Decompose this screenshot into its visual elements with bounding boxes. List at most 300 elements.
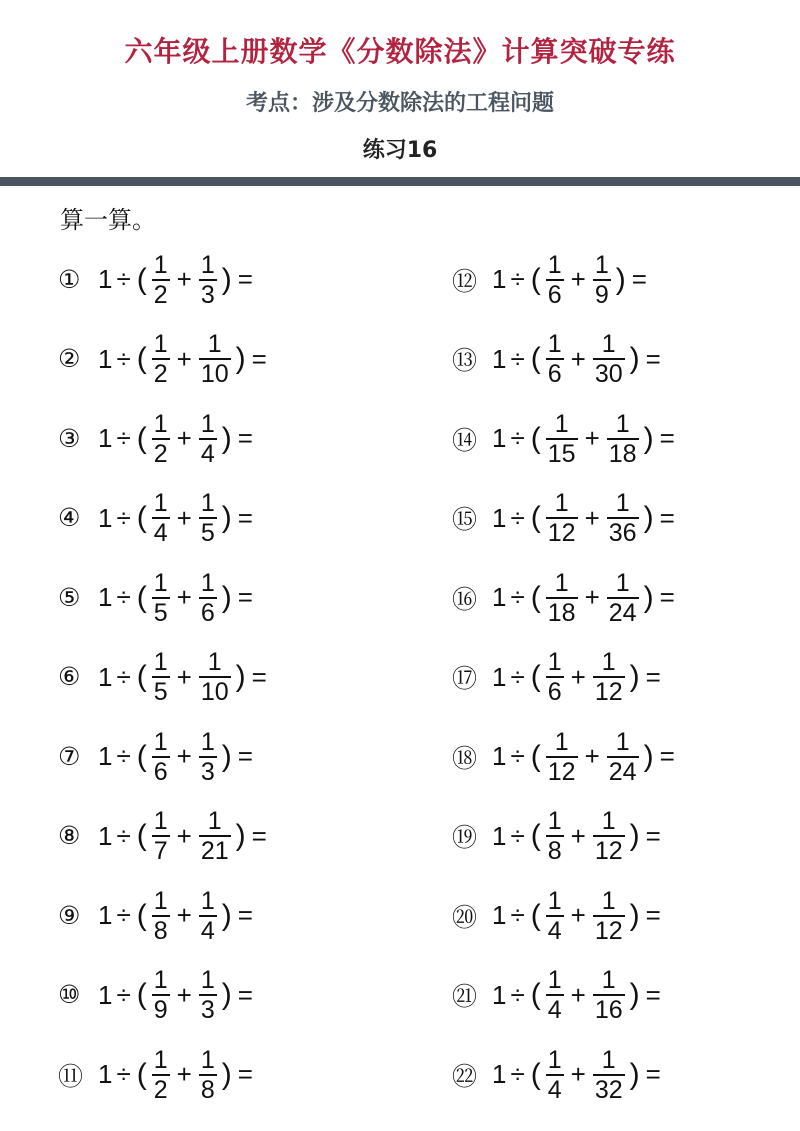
problem-number: ① xyxy=(58,265,81,294)
denominator: 2 xyxy=(153,439,168,468)
numerator: 1 xyxy=(554,727,569,756)
fraction-second xyxy=(199,888,217,945)
left-paren: ( xyxy=(136,660,147,694)
denominator: 4 xyxy=(200,439,215,468)
divide-sign: ÷ xyxy=(116,423,131,454)
denominator: 7 xyxy=(153,837,168,866)
dividend: 1 xyxy=(98,741,113,772)
denominator: 8 xyxy=(200,1075,215,1104)
fraction-first xyxy=(152,490,170,547)
fraction-second xyxy=(199,967,217,1024)
numerator: 1 xyxy=(200,489,215,517)
denominator: 2 xyxy=(153,1075,168,1104)
fraction-second xyxy=(607,411,639,468)
problem-number: ③ xyxy=(58,424,81,453)
denominator: 18 xyxy=(608,439,637,468)
numerator: 1 xyxy=(601,966,616,994)
numerator: 1 xyxy=(547,807,562,835)
left-paren: ( xyxy=(530,898,541,932)
fraction-second xyxy=(199,331,231,388)
plus-sign: + xyxy=(570,343,586,374)
left-paren: ( xyxy=(530,1057,541,1091)
header-divider xyxy=(0,177,800,186)
divide-sign: ÷ xyxy=(116,661,131,692)
numerator: 1 xyxy=(153,409,168,438)
problem-item xyxy=(452,320,679,400)
denominator: 12 xyxy=(547,757,576,786)
right-paren: ) xyxy=(629,819,640,853)
dividend: 1 xyxy=(98,661,113,692)
problem-number: ⑲ xyxy=(452,824,478,853)
plus-sign: + xyxy=(176,502,192,533)
dividend: 1 xyxy=(492,423,507,454)
problem-item xyxy=(58,876,271,956)
problem-column-right xyxy=(452,240,679,1115)
numerator: 1 xyxy=(207,807,222,835)
plus-sign: + xyxy=(176,343,192,374)
equals-sign: = xyxy=(659,502,675,533)
problem-number: ⑧ xyxy=(58,822,81,851)
numerator: 1 xyxy=(200,568,215,597)
problem-item xyxy=(452,956,679,1036)
dividend: 1 xyxy=(492,1059,507,1090)
denominator: 8 xyxy=(153,916,168,945)
right-paren: ) xyxy=(643,739,654,773)
divide-sign: ÷ xyxy=(510,343,525,374)
denominator: 4 xyxy=(153,519,168,548)
problem-number: ⑥ xyxy=(58,663,81,692)
problem-number: ⑱ xyxy=(452,744,478,773)
denominator: 30 xyxy=(594,360,623,389)
left-paren: ( xyxy=(530,580,541,614)
problem-number: ⑬ xyxy=(452,347,478,376)
divide-sign: ÷ xyxy=(510,661,525,692)
right-paren: ) xyxy=(629,978,640,1012)
problem-number: ④ xyxy=(58,504,81,533)
left-paren: ( xyxy=(136,421,147,455)
plus-sign: + xyxy=(176,1059,192,1090)
left-paren: ( xyxy=(136,819,147,853)
dividend: 1 xyxy=(98,979,113,1010)
dividend: 1 xyxy=(98,423,113,454)
denominator: 10 xyxy=(200,678,229,707)
right-paren: ) xyxy=(235,819,246,853)
divide-sign: ÷ xyxy=(510,979,525,1010)
right-paren: ) xyxy=(221,421,232,455)
fraction-first xyxy=(546,331,564,388)
left-paren: ( xyxy=(530,262,541,296)
numerator: 1 xyxy=(153,330,168,358)
fraction-second xyxy=(199,1047,217,1104)
equals-sign: = xyxy=(237,979,253,1010)
denominator: 10 xyxy=(200,360,229,389)
divide-sign: ÷ xyxy=(116,264,131,295)
plus-sign: + xyxy=(570,264,586,295)
problem-item xyxy=(58,320,271,400)
dividend: 1 xyxy=(98,264,113,295)
problem-item xyxy=(452,638,679,718)
problem-number: ⑳ xyxy=(452,903,478,932)
right-paren: ) xyxy=(629,660,640,694)
denominator: 4 xyxy=(547,916,562,945)
right-paren: ) xyxy=(221,898,232,932)
numerator: 1 xyxy=(153,568,168,597)
numerator: 1 xyxy=(200,966,215,994)
numerator: 1 xyxy=(207,330,222,358)
problem-number: ㉑ xyxy=(452,983,478,1012)
left-paren: ( xyxy=(530,501,541,535)
numerator: 1 xyxy=(547,330,562,358)
equals-sign: = xyxy=(251,661,267,692)
practice-number: 练习16 xyxy=(362,138,438,163)
numerator: 1 xyxy=(153,489,168,517)
numerator: 1 xyxy=(200,886,215,915)
denominator: 2 xyxy=(153,360,168,389)
divide-sign: ÷ xyxy=(116,900,131,931)
divide-sign: ÷ xyxy=(510,1059,525,1090)
equals-sign: = xyxy=(645,820,661,851)
problem-number: ⑤ xyxy=(58,583,81,612)
left-paren: ( xyxy=(530,342,541,376)
equals-sign: = xyxy=(237,582,253,613)
problem-number: ② xyxy=(58,345,81,374)
fraction-first xyxy=(546,967,564,1024)
right-paren: ) xyxy=(221,580,232,614)
problem-item xyxy=(58,479,271,559)
fraction-second xyxy=(593,967,625,1024)
numerator: 1 xyxy=(153,250,168,279)
divide-sign: ÷ xyxy=(510,264,525,295)
denominator: 16 xyxy=(594,996,623,1025)
numerator: 1 xyxy=(153,886,168,915)
equals-sign: = xyxy=(645,343,661,374)
fraction-second xyxy=(593,252,611,309)
problem-number: ⑨ xyxy=(58,901,81,930)
left-paren: ( xyxy=(530,978,541,1012)
equals-sign: = xyxy=(645,979,661,1010)
numerator: 1 xyxy=(615,727,630,756)
problem-item xyxy=(58,558,271,638)
left-paren: ( xyxy=(136,580,147,614)
numerator: 1 xyxy=(200,1045,215,1074)
dividend: 1 xyxy=(492,900,507,931)
fraction-second xyxy=(199,252,217,309)
fraction-first xyxy=(152,411,170,468)
problem-item xyxy=(58,638,271,718)
divide-sign: ÷ xyxy=(116,502,131,533)
problem-number: ⑮ xyxy=(452,506,478,535)
problem-item xyxy=(452,240,679,320)
problem-number: ⑰ xyxy=(452,665,478,694)
fraction-first xyxy=(546,570,578,627)
divide-sign: ÷ xyxy=(510,423,525,454)
numerator: 1 xyxy=(207,648,222,676)
fraction-second xyxy=(199,649,231,706)
numerator: 1 xyxy=(153,727,168,756)
problem-column-left xyxy=(58,240,271,1115)
divide-sign: ÷ xyxy=(510,741,525,772)
dividend: 1 xyxy=(492,502,507,533)
problem-item xyxy=(58,240,271,320)
numerator: 1 xyxy=(601,648,616,676)
problem-item xyxy=(452,1035,679,1115)
denominator: 6 xyxy=(547,678,562,707)
denominator: 6 xyxy=(547,360,562,389)
plus-sign: + xyxy=(176,900,192,931)
fraction-first xyxy=(152,729,170,786)
fraction-first xyxy=(152,252,170,309)
fraction-first xyxy=(152,331,170,388)
equals-sign: = xyxy=(659,423,675,454)
dividend: 1 xyxy=(492,582,507,613)
denominator: 32 xyxy=(594,1075,623,1104)
numerator: 1 xyxy=(615,489,630,517)
numerator: 1 xyxy=(601,807,616,835)
dividend: 1 xyxy=(98,1059,113,1090)
fraction-second xyxy=(199,411,217,468)
numerator: 1 xyxy=(554,409,569,438)
fraction-second xyxy=(607,729,639,786)
dividend: 1 xyxy=(98,502,113,533)
fraction-second xyxy=(199,490,217,547)
fraction-second xyxy=(607,570,639,627)
denominator: 21 xyxy=(200,837,229,866)
plus-sign: + xyxy=(570,820,586,851)
problem-item xyxy=(452,717,679,797)
denominator: 9 xyxy=(594,280,609,309)
denominator: 5 xyxy=(153,678,168,707)
numerator: 1 xyxy=(547,250,562,279)
equals-sign: = xyxy=(645,1059,661,1090)
plus-sign: + xyxy=(176,741,192,772)
numerator: 1 xyxy=(153,648,168,676)
fraction-first xyxy=(152,967,170,1024)
fraction-first xyxy=(546,729,578,786)
right-paren: ) xyxy=(643,580,654,614)
problem-item xyxy=(58,717,271,797)
instruction-text: 算一算。 xyxy=(60,206,156,234)
numerator: 1 xyxy=(601,330,616,358)
dividend: 1 xyxy=(492,264,507,295)
right-paren: ) xyxy=(643,421,654,455)
dividend: 1 xyxy=(98,582,113,613)
fraction-first xyxy=(152,649,170,706)
left-paren: ( xyxy=(530,421,541,455)
equals-sign: = xyxy=(237,741,253,772)
divide-sign: ÷ xyxy=(510,582,525,613)
equals-sign: = xyxy=(631,264,647,295)
denominator: 12 xyxy=(547,519,576,548)
denominator: 4 xyxy=(547,1075,562,1104)
plus-sign: + xyxy=(584,582,600,613)
dividend: 1 xyxy=(492,661,507,692)
divide-sign: ÷ xyxy=(510,900,525,931)
numerator: 1 xyxy=(200,409,215,438)
divide-sign: ÷ xyxy=(116,343,131,374)
denominator: 4 xyxy=(200,916,215,945)
fraction-first xyxy=(152,1047,170,1104)
divide-sign: ÷ xyxy=(116,741,131,772)
denominator: 5 xyxy=(200,519,215,548)
left-paren: ( xyxy=(136,262,147,296)
problem-number: ⑭ xyxy=(452,426,478,455)
fraction-second xyxy=(199,570,217,627)
denominator: 4 xyxy=(547,996,562,1025)
numerator: 1 xyxy=(200,250,215,279)
denominator: 15 xyxy=(547,439,576,468)
problem-item xyxy=(58,797,271,877)
plus-sign: + xyxy=(570,979,586,1010)
numerator: 1 xyxy=(153,807,168,835)
denominator: 6 xyxy=(200,598,215,627)
fraction-first xyxy=(546,490,578,547)
divide-sign: ÷ xyxy=(510,820,525,851)
denominator: 9 xyxy=(153,996,168,1025)
equals-sign: = xyxy=(237,423,253,454)
numerator: 1 xyxy=(601,1045,616,1074)
numerator: 1 xyxy=(547,1045,562,1074)
right-paren: ) xyxy=(629,342,640,376)
right-paren: ) xyxy=(221,739,232,773)
fraction-first xyxy=(152,570,170,627)
numerator: 1 xyxy=(594,250,609,279)
right-paren: ) xyxy=(629,898,640,932)
numerator: 1 xyxy=(615,568,630,597)
equals-sign: = xyxy=(251,820,267,851)
plus-sign: + xyxy=(176,661,192,692)
problem-number: ⑫ xyxy=(452,267,478,296)
problem-number: ⑩ xyxy=(58,981,81,1010)
denominator: 6 xyxy=(153,757,168,786)
equals-sign: = xyxy=(237,264,253,295)
numerator: 1 xyxy=(547,966,562,994)
plus-sign: + xyxy=(570,661,586,692)
fraction-first xyxy=(546,888,564,945)
problem-number: ⑦ xyxy=(58,742,81,771)
fraction-first xyxy=(546,252,564,309)
equals-sign: = xyxy=(645,900,661,931)
denominator: 12 xyxy=(594,837,623,866)
problem-item xyxy=(452,558,679,638)
fraction-second xyxy=(593,649,625,706)
fraction-first xyxy=(546,1047,564,1104)
numerator: 1 xyxy=(554,568,569,597)
fraction-first xyxy=(546,808,564,865)
fraction-second xyxy=(593,331,625,388)
worksheet-title: 六年级上册数学《分数除法》计算突破专练 xyxy=(124,35,676,68)
denominator: 36 xyxy=(608,519,637,548)
problem-item xyxy=(58,399,271,479)
denominator: 12 xyxy=(594,678,623,707)
left-paren: ( xyxy=(136,342,147,376)
problem-item xyxy=(452,479,679,559)
numerator: 1 xyxy=(153,1045,168,1074)
problem-number: ⑯ xyxy=(452,585,478,614)
right-paren: ) xyxy=(221,978,232,1012)
denominator: 6 xyxy=(547,280,562,309)
equals-sign: = xyxy=(237,900,253,931)
fraction-first xyxy=(152,888,170,945)
problem-number: ⑪ xyxy=(58,1062,84,1091)
numerator: 1 xyxy=(554,489,569,517)
right-paren: ) xyxy=(221,1057,232,1091)
right-paren: ) xyxy=(221,262,232,296)
numerator: 1 xyxy=(615,409,630,438)
denominator: 3 xyxy=(200,996,215,1025)
left-paren: ( xyxy=(136,1057,147,1091)
fraction-second xyxy=(607,490,639,547)
divide-sign: ÷ xyxy=(116,979,131,1010)
left-paren: ( xyxy=(136,739,147,773)
denominator: 2 xyxy=(153,280,168,309)
problem-item xyxy=(58,1035,271,1115)
plus-sign: + xyxy=(176,582,192,613)
problem-item xyxy=(452,797,679,877)
dividend: 1 xyxy=(492,741,507,772)
equals-sign: = xyxy=(659,741,675,772)
fraction-first xyxy=(546,649,564,706)
right-paren: ) xyxy=(615,262,626,296)
right-paren: ) xyxy=(629,1057,640,1091)
left-paren: ( xyxy=(530,819,541,853)
plus-sign: + xyxy=(584,741,600,772)
plus-sign: + xyxy=(176,820,192,851)
divide-sign: ÷ xyxy=(510,502,525,533)
dividend: 1 xyxy=(98,820,113,851)
dividend: 1 xyxy=(492,979,507,1010)
plus-sign: + xyxy=(176,264,192,295)
worksheet-subtitle: 考点：涉及分数除法的工程问题 xyxy=(245,91,554,116)
divide-sign: ÷ xyxy=(116,820,131,851)
problem-item xyxy=(452,876,679,956)
denominator: 12 xyxy=(594,916,623,945)
fraction-second xyxy=(593,808,625,865)
plus-sign: + xyxy=(570,900,586,931)
left-paren: ( xyxy=(530,739,541,773)
plus-sign: + xyxy=(584,423,600,454)
equals-sign: = xyxy=(237,502,253,533)
fraction-second xyxy=(593,1047,625,1104)
equals-sign: = xyxy=(645,661,661,692)
dividend: 1 xyxy=(492,343,507,374)
dividend: 1 xyxy=(492,820,507,851)
equals-sign: = xyxy=(237,1059,253,1090)
denominator: 8 xyxy=(547,837,562,866)
right-paren: ) xyxy=(643,501,654,535)
fraction-second xyxy=(593,888,625,945)
fraction-second xyxy=(199,808,231,865)
numerator: 1 xyxy=(200,727,215,756)
denominator: 24 xyxy=(608,757,637,786)
fraction-first xyxy=(152,808,170,865)
plus-sign: + xyxy=(570,1059,586,1090)
numerator: 1 xyxy=(153,966,168,994)
left-paren: ( xyxy=(136,978,147,1012)
right-paren: ) xyxy=(221,501,232,535)
numerator: 1 xyxy=(547,886,562,915)
problem-item xyxy=(452,399,679,479)
denominator: 3 xyxy=(200,757,215,786)
divide-sign: ÷ xyxy=(116,582,131,613)
denominator: 5 xyxy=(153,598,168,627)
plus-sign: + xyxy=(176,423,192,454)
denominator: 24 xyxy=(608,598,637,627)
left-paren: ( xyxy=(136,898,147,932)
numerator: 1 xyxy=(547,648,562,676)
right-paren: ) xyxy=(235,342,246,376)
left-paren: ( xyxy=(530,660,541,694)
dividend: 1 xyxy=(98,900,113,931)
